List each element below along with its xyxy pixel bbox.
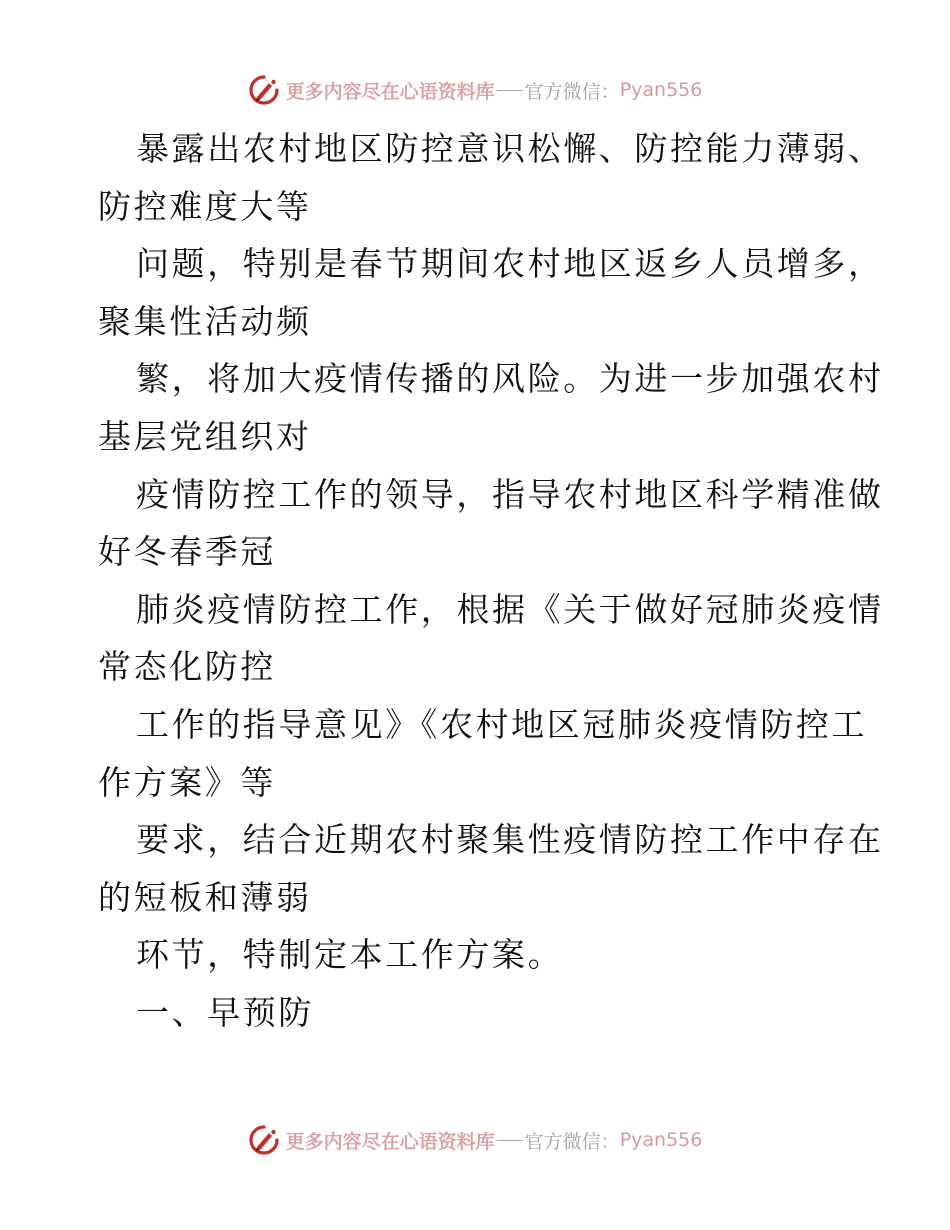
text-line: 好冬春季冠 [98,532,276,572]
section-heading: 一、早预防 [136,992,314,1032]
banner-dash [497,90,523,91]
text-line: 聚集性活动频 [98,301,312,341]
banner-sub-text: 官方微信： [524,80,620,103]
banner-dash [497,1140,523,1141]
footer-banner [0,1120,950,1160]
banner-handle: Pyan556 [619,79,703,101]
banner-main-text: 更多内容尽在心语资料库 [285,80,495,103]
logo-pen-circle-icon [248,1124,280,1156]
text-line: 常态化防控 [98,647,276,687]
banner-main-text: 更多内容尽在心语资料库 [285,1130,495,1153]
text-line: 工作的指导意见》《农村地区冠肺炎疫情防控工 [136,704,868,744]
text-line: 环节，特制定本工作方案。 [136,935,564,975]
banner-handle: Pyan556 [619,1129,703,1151]
text-line: 繁，将加大疫情传播的风险。为进一步加强农村 [136,359,884,399]
text-line: 疫情防控工作的领导，指导农村地区科学精准做 [136,474,884,514]
text-line: 问题，特别是春节期间农村地区返乡人员增多， [136,244,884,284]
document-body [98,120,884,1042]
text-line: 暴露出农村地区防控意识松懈、防控能力薄弱、 [136,129,884,168]
banner-sub-text: 官方微信： [524,1130,620,1153]
text-line: 防控难度大等 [98,186,312,226]
logo-pen-circle-icon [248,74,280,106]
text-line: 的短板和薄弱 [98,877,312,917]
header-banner [0,70,950,110]
text-line: 作方案》等 [98,762,276,802]
text-line: 肺炎疫情防控工作，根据《关于做好冠肺炎疫情 [136,589,884,629]
text-line: 基层党组织对 [98,416,312,456]
text-line: 要求，结合近期农村聚集性疫情防控工作中存在 [136,820,884,860]
